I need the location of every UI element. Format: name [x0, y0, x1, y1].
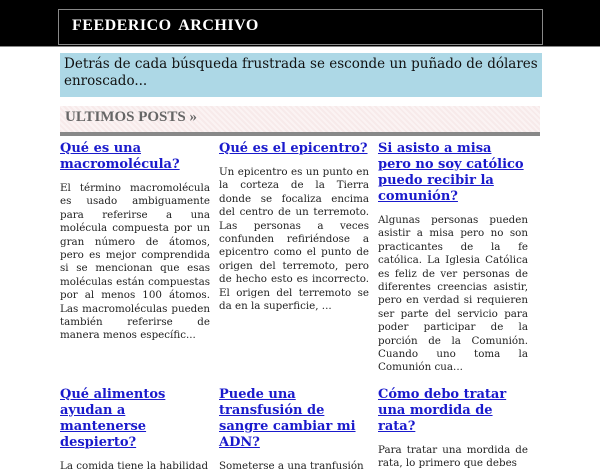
post-title-link[interactable]: Qué es una macromolécula? — [60, 141, 180, 172]
post-title-link[interactable]: Qué es el epicentro? — [219, 141, 368, 156]
site-title[interactable]: FEEDERICO ARCHIVO — [72, 17, 259, 34]
post-title-link[interactable]: Qué alimentos ayudan a mantenerse despierto? — [60, 386, 166, 450]
post-title-link[interactable]: Puede una transfusión de sangre cambiar mi ADN? — [219, 386, 356, 450]
post-card — [378, 141, 528, 375]
section-title[interactable]: ULTIMOS POSTS » — [65, 109, 197, 125]
post-excerpt: El término macromolécula es usado ambiguamente para referirse a una molécula compuesta por un gran número de átomos, pero es mejor comprendida si se mencionan que esas moléculas están compuestas por al menos 100 átomos. Las macromoléculas pueden también referirse de manera menos específic... — [60, 182, 210, 342]
post-card — [60, 141, 210, 343]
tagline: Detrás de cada búsqueda frustrada se esconde un puñado de dólares enroscado... — [60, 53, 542, 97]
posts-grid — [60, 141, 532, 473]
post-excerpt: Someterse a una tranfusión — [219, 459, 364, 472]
post-card — [219, 141, 369, 313]
site-header — [0, 0, 600, 47]
post-card — [378, 387, 528, 471]
site-title-box[interactable] — [58, 9, 543, 45]
post-title-link[interactable]: Si asisto a misa pero no soy católico puedo recibir la comunión? — [378, 141, 524, 204]
post-excerpt: Un epicentro es un punto en la corteza de la Tierra donde se focaliza encima del centro de un terremoto. Las personas a veces confunden refiriéndose a epicentro como el punto de origen del terremoto, pero de hecho esto es incorrecto. El origen del terremoto se da en la superficie, ... — [219, 166, 369, 313]
post-excerpt: La comida tiene la habilidad — [60, 459, 209, 472]
post-title-link[interactable]: Cómo debo tratar una mordida de rata? — [378, 386, 507, 434]
post-excerpt: Para tratar una mordida de rata, lo primero que debes — [378, 443, 528, 470]
post-excerpt: Algunas personas pueden asistir a misa pero no son practicantes de la fe católica. La Iglesia Católica es feliz de ver personas de diferentes creencias asistir, pero en verdad si requieren ser parte del servicio para poder participar de la porción de la Comunión. Cuando uno toma la Comunión cua... — [378, 214, 528, 374]
latest-posts-heading — [60, 106, 540, 136]
